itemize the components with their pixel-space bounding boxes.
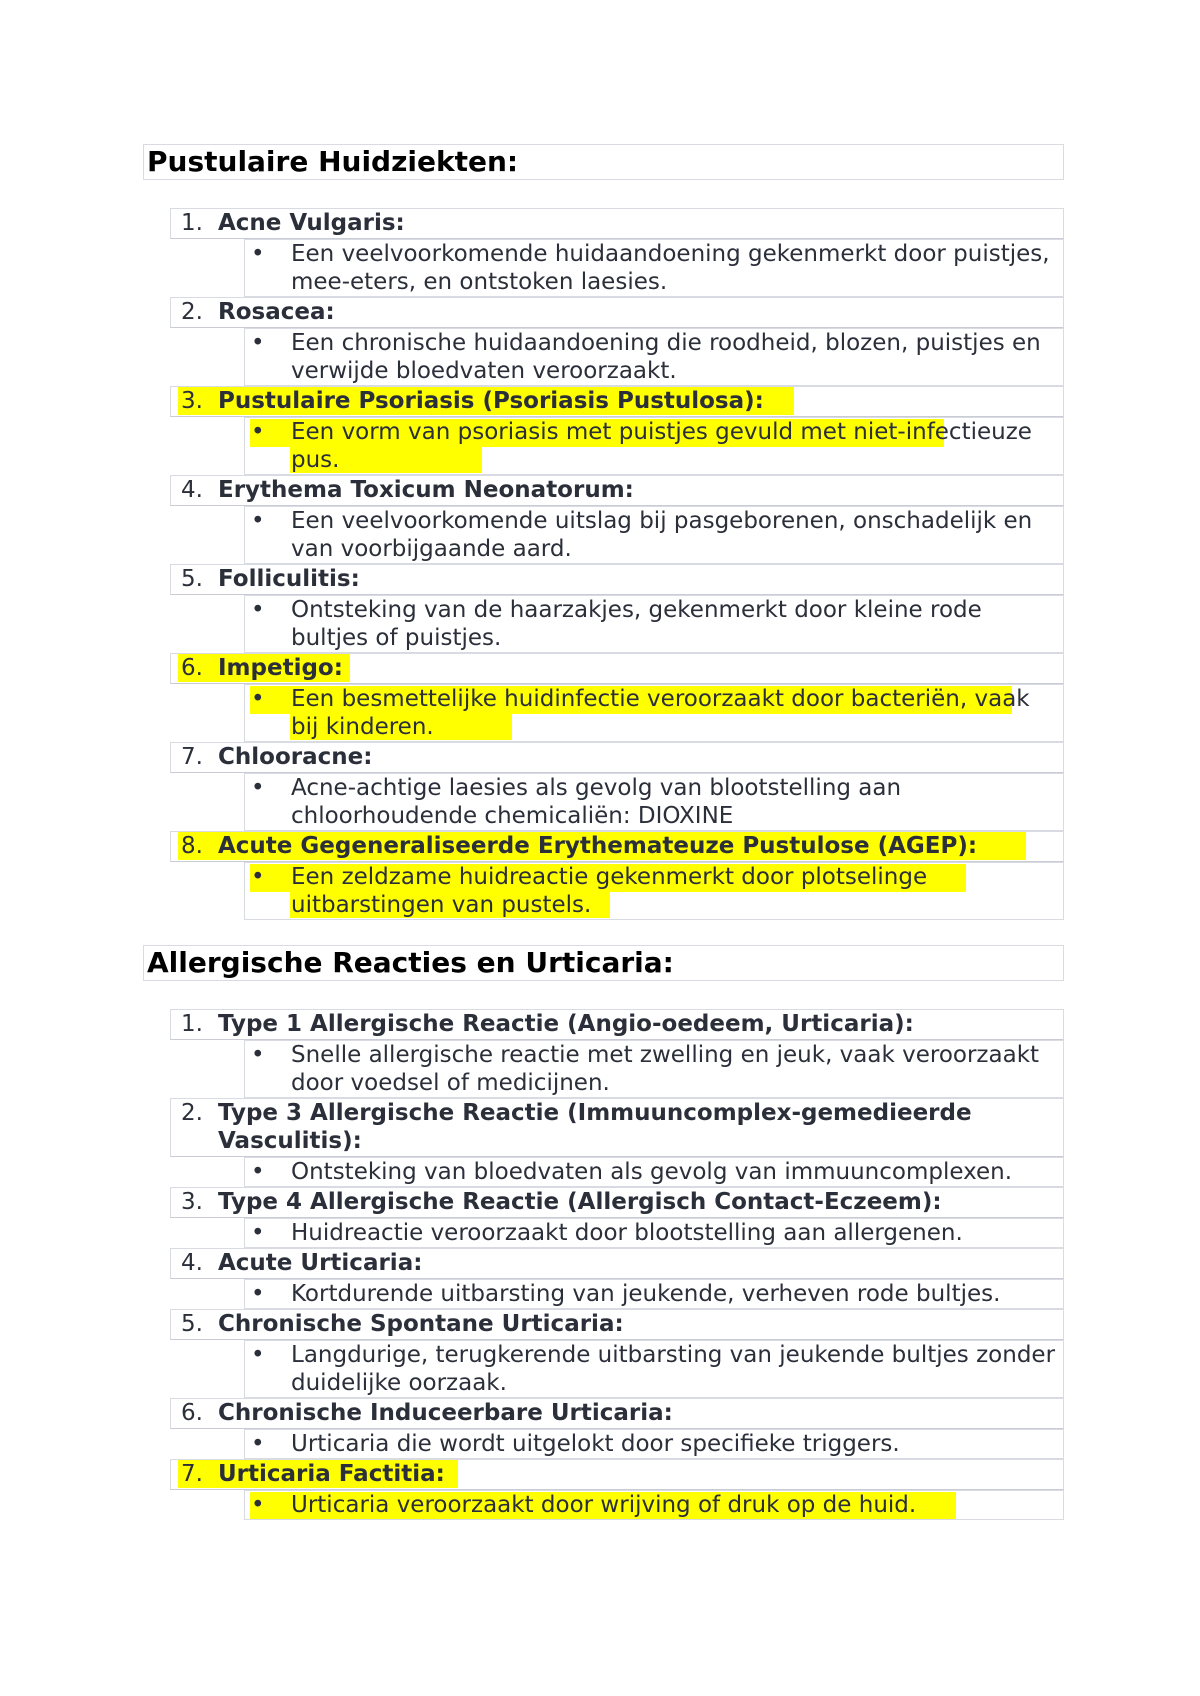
item-number: 8.	[181, 833, 203, 859]
bullet-icon: •	[251, 1492, 265, 1518]
bullet-icon: •	[251, 1220, 265, 1246]
description-text: Een veelvoorkomende uitslag bij pasgeborenen, onschadelijk en van voorbijgaande aard.	[291, 508, 1033, 562]
item-title: Type 3 Allergische Reactie (Immuuncomplex-gemedieerde Vasculitis):	[218, 1100, 972, 1154]
list-item-description	[244, 1279, 1064, 1309]
section-heading: Pustulaire Huidziekten:	[143, 144, 1064, 180]
list-item-description	[244, 1429, 1064, 1459]
list-item	[170, 1459, 1064, 1490]
item-number: 3.	[181, 388, 203, 414]
list-item	[170, 564, 1064, 595]
item-number: 3.	[181, 1189, 203, 1215]
bullet-icon: •	[251, 864, 265, 890]
list-item	[170, 1098, 1064, 1157]
item-title: Pustulaire Psoriasis (Psoriasis Pustulosa):	[218, 388, 764, 414]
list-item-description	[244, 417, 1064, 475]
item-title: Acute Urticaria:	[218, 1250, 423, 1276]
list-item	[170, 742, 1064, 773]
item-number: 6.	[181, 655, 203, 681]
list-item	[170, 1398, 1064, 1429]
list-item-description	[244, 239, 1064, 297]
description-text: Ontsteking van de haarzakjes, gekenmerkt door kleine rode bultjes of puistjes.	[291, 597, 982, 651]
item-number: 4.	[181, 1250, 203, 1276]
description-text: Snelle allergische reactie met zwelling en jeuk, vaak veroorzaakt door voedsel of medicijnen.	[291, 1042, 1040, 1096]
item-title: Urticaria Factitia:	[218, 1461, 445, 1487]
description-text: Urticaria veroorzaakt door wrijving of druk op de huid.	[291, 1492, 917, 1518]
list-item-description	[244, 1157, 1064, 1187]
bullet-icon: •	[251, 330, 265, 356]
list-item-description	[244, 1340, 1064, 1398]
item-number: 5.	[181, 1311, 203, 1337]
item-title: Folliculitis:	[218, 566, 360, 592]
list-item-description	[244, 684, 1064, 742]
item-number: 6.	[181, 1400, 203, 1426]
item-number: 4.	[181, 477, 203, 503]
list-item-description	[244, 1490, 1064, 1520]
description-text: Huidreactie veroorzaakt door blootstelling aan allergenen.	[291, 1220, 963, 1246]
list-item	[170, 1309, 1064, 1340]
description-text: Een vorm van psoriasis met puistjes gevuld met niet-infectieuze pus.	[291, 419, 1032, 473]
item-title: Acne Vulgaris:	[218, 210, 405, 236]
item-title: Rosacea:	[218, 299, 335, 325]
description-text: Langdurige, terugkerende uitbarsting van jeukende bultjes zonder duidelijke oorzaak.	[291, 1342, 1056, 1396]
item-number: 2.	[181, 299, 203, 325]
bullet-icon: •	[251, 508, 265, 534]
item-title: Acute Gegeneraliseerde Erythemateuze Pustulose (AGEP):	[218, 833, 978, 859]
list-item-description	[244, 595, 1064, 653]
bullet-icon: •	[251, 1342, 265, 1368]
bullet-icon: •	[251, 419, 265, 445]
item-title: Impetigo:	[218, 655, 343, 681]
list-item	[170, 653, 1064, 684]
list-item-description	[244, 506, 1064, 564]
list-item-description	[244, 1218, 1064, 1248]
list-item	[170, 1009, 1064, 1040]
bullet-icon: •	[251, 1042, 265, 1068]
item-number: 7.	[181, 1461, 203, 1487]
list-item-description	[244, 862, 1064, 920]
bullet-icon: •	[251, 775, 265, 801]
description-text: Een zeldzame huidreactie gekenmerkt door plotselinge uitbarstingen van pustels.	[291, 864, 928, 918]
bullet-icon: •	[251, 686, 265, 712]
list-item-description	[244, 773, 1064, 831]
bullet-icon: •	[251, 241, 265, 267]
bullet-icon: •	[251, 597, 265, 623]
list-item	[170, 831, 1064, 862]
list-item-description	[244, 328, 1064, 386]
item-number: 1.	[181, 1011, 203, 1037]
description-text: Urticaria die wordt uitgelokt door specifieke triggers.	[291, 1431, 900, 1457]
description-text: Een chronische huidaandoening die roodheid, blozen, puistjes en verwijde bloedvaten veroorzaakt.	[291, 330, 1041, 384]
item-number: 7.	[181, 744, 203, 770]
item-title: Type 4 Allergische Reactie (Allergisch Contact-Eczeem):	[218, 1189, 942, 1215]
item-title: Chlooracne:	[218, 744, 373, 770]
bullet-icon: •	[251, 1281, 265, 1307]
item-title: Chronische Induceerbare Urticaria:	[218, 1400, 673, 1426]
section-heading: Allergische Reacties en Urticaria:	[143, 945, 1064, 981]
bullet-icon: •	[251, 1159, 265, 1185]
item-title: Chronische Spontane Urticaria:	[218, 1311, 624, 1337]
description-text: Een besmettelijke huidinfectie veroorzaakt door bacteriën, vaak bij kinderen.	[291, 686, 1030, 740]
description-text: Ontsteking van bloedvaten als gevolg van immuuncomplexen.	[291, 1159, 1013, 1185]
description-text: Een veelvoorkomende huidaandoening gekenmerkt door puistjes, mee-eters, en ontstoken laesies.	[291, 241, 1050, 295]
item-title: Erythema Toxicum Neonatorum:	[218, 477, 634, 503]
item-number: 2.	[181, 1100, 203, 1126]
list-item-description	[244, 1040, 1064, 1098]
list-item	[170, 297, 1064, 328]
description-text: Acne-achtige laesies als gevolg van blootstelling aan chloorhoudende chemicaliën: DIOXINE	[291, 775, 902, 829]
item-number: 1.	[181, 210, 203, 236]
description-text: Kortdurende uitbarsting van jeukende, verheven rode bultjes.	[291, 1281, 1001, 1307]
list-item	[170, 208, 1064, 239]
list-item	[170, 386, 1064, 417]
list-item	[170, 1248, 1064, 1279]
item-number: 5.	[181, 566, 203, 592]
list-item	[170, 1187, 1064, 1218]
item-title: Type 1 Allergische Reactie (Angio-oedeem, Urticaria):	[218, 1011, 914, 1037]
list-item	[170, 475, 1064, 506]
bullet-icon: •	[251, 1431, 265, 1457]
